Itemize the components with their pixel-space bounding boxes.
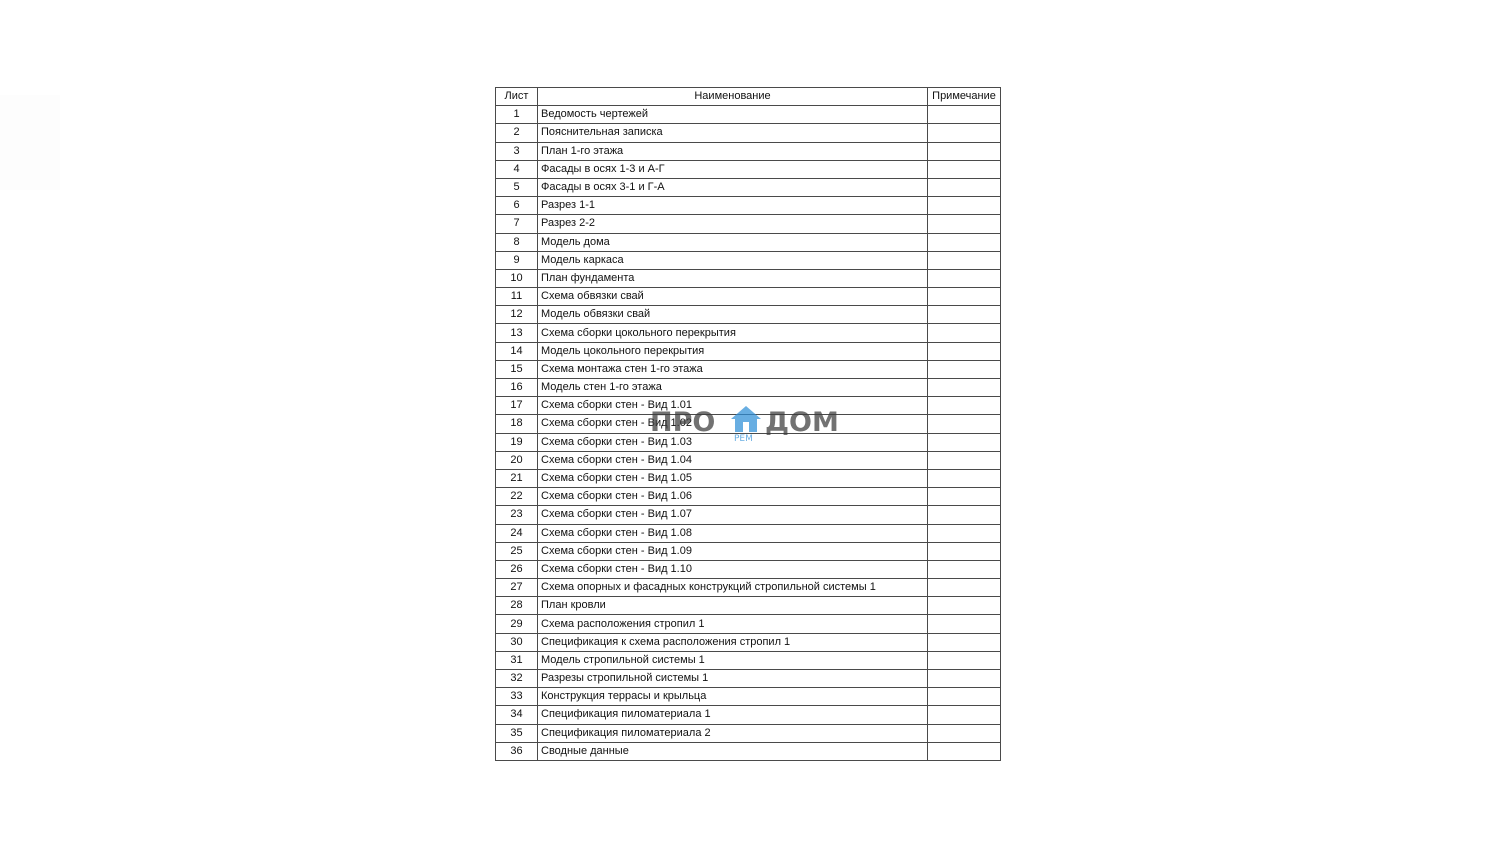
sheet-number-cell: 25: [496, 542, 538, 560]
sheet-number-cell: 27: [496, 579, 538, 597]
table-row: [496, 106, 1001, 124]
table-row: [496, 160, 1001, 178]
sheet-title-cell: Фасады в осях 3-1 и Г-А: [538, 178, 928, 196]
sheet-title-cell: План фундамента: [538, 269, 928, 287]
sheet-note-cell: [928, 579, 1001, 597]
sheet-note-cell: [928, 542, 1001, 560]
table-row: [496, 615, 1001, 633]
sheet-title-cell: Схема сборки стен - Вид 1.06: [538, 488, 928, 506]
sheet-note-cell: [928, 742, 1001, 760]
sheet-title-cell: Схема опорных и фасадных конструкций стропильной системы 1: [538, 579, 928, 597]
sheet-note-cell: [928, 706, 1001, 724]
sheet-note-cell: [928, 415, 1001, 433]
sheet-note-cell: [928, 724, 1001, 742]
sheet-title-cell: Схема обвязки свай: [538, 288, 928, 306]
sheet-title-cell: Модель дома: [538, 233, 928, 251]
table-row: [496, 597, 1001, 615]
sheet-title-cell: Схема сборки стен - Вид 1.05: [538, 469, 928, 487]
sheet-note-cell: [928, 306, 1001, 324]
table-row: [496, 415, 1001, 433]
table-row: [496, 524, 1001, 542]
sheet-title-cell: Разрезы стропильной системы 1: [538, 670, 928, 688]
table-row: [496, 215, 1001, 233]
sheet-number-cell: 10: [496, 269, 538, 287]
sheet-title-cell: Модель стен 1-го этажа: [538, 379, 928, 397]
sheet-note-cell: [928, 178, 1001, 196]
header-note: Примечание: [928, 88, 1001, 106]
table-row: [496, 651, 1001, 669]
table-row: [496, 324, 1001, 342]
sheet-note-cell: [928, 488, 1001, 506]
sheet-number-cell: 28: [496, 597, 538, 615]
table-row: [496, 579, 1001, 597]
table-row: [496, 233, 1001, 251]
sheet-note-cell: [928, 288, 1001, 306]
watermark-left-text: ПРО: [650, 407, 716, 438]
sheet-title-cell: Модель обвязки свай: [538, 306, 928, 324]
sheet-note-cell: [928, 342, 1001, 360]
table-row: [496, 251, 1001, 269]
sheet-number-cell: 36: [496, 742, 538, 760]
sheet-title-cell: Разрез 2-2: [538, 215, 928, 233]
sheet-number-cell: 34: [496, 706, 538, 724]
table-body: [496, 106, 1001, 761]
sheet-title-cell: Спецификация пиломатериала 2: [538, 724, 928, 742]
watermark-right-text: ДОМ: [765, 407, 839, 438]
sheet-number-cell: 9: [496, 251, 538, 269]
sheet-number-cell: 22: [496, 488, 538, 506]
table-row: [496, 142, 1001, 160]
sheet-number-cell: 8: [496, 233, 538, 251]
sheet-number-cell: 23: [496, 506, 538, 524]
sheet-note-cell: [928, 215, 1001, 233]
sheet-number-cell: 18: [496, 415, 538, 433]
sheet-note-cell: [928, 324, 1001, 342]
sheet-number-cell: 7: [496, 215, 538, 233]
sheet-note-cell: [928, 160, 1001, 178]
sheet-title-cell: Сводные данные: [538, 742, 928, 760]
sheet-number-cell: 32: [496, 670, 538, 688]
table-row: [496, 742, 1001, 760]
table-row: [496, 724, 1001, 742]
sheet-title-cell: Спецификация пиломатериала 1: [538, 706, 928, 724]
sheet-number-cell: 14: [496, 342, 538, 360]
sheet-note-cell: [928, 197, 1001, 215]
sheet-title-cell: Модель стропильной системы 1: [538, 651, 928, 669]
sheet-title-cell: Модель цокольного перекрытия: [538, 342, 928, 360]
sheet-note-cell: [928, 433, 1001, 451]
table-row: [496, 288, 1001, 306]
sheet-number-cell: 4: [496, 160, 538, 178]
sheet-note-cell: [928, 469, 1001, 487]
table-row: [496, 542, 1001, 560]
table-row: [496, 360, 1001, 378]
sheet-title-cell: Пояснительная записка: [538, 124, 928, 142]
sheet-title-cell: План кровли: [538, 597, 928, 615]
sheet-number-cell: 29: [496, 615, 538, 633]
sheet-number-cell: 30: [496, 633, 538, 651]
table-row: [496, 488, 1001, 506]
sheet-note-cell: [928, 233, 1001, 251]
sheet-number-cell: 16: [496, 379, 538, 397]
sheet-note-cell: [928, 615, 1001, 633]
sheet-number-cell: 11: [496, 288, 538, 306]
sheet-note-cell: [928, 524, 1001, 542]
sheet-note-cell: [928, 688, 1001, 706]
sheet-note-cell: [928, 360, 1001, 378]
sheet-title-cell: Схема сборки стен - Вид 1.09: [538, 542, 928, 560]
table-row: [496, 306, 1001, 324]
sheet-number-cell: 26: [496, 560, 538, 578]
sheet-number-cell: 20: [496, 451, 538, 469]
sheet-title-cell: Модель каркаса: [538, 251, 928, 269]
sheet-title-cell: Схема сборки стен - Вид 1.10: [538, 560, 928, 578]
sheet-title-cell: План 1-го этажа: [538, 142, 928, 160]
scan-artifact: [0, 95, 60, 190]
sheet-title-cell: Схема сборки стен - Вид 1.03: [538, 433, 928, 451]
sheet-number-cell: 6: [496, 197, 538, 215]
sheet-note-cell: [928, 397, 1001, 415]
sheet-number-cell: 21: [496, 469, 538, 487]
sheet-title-cell: Конструкция террасы и крыльца: [538, 688, 928, 706]
sheet-number-cell: 17: [496, 397, 538, 415]
sheet-title-cell: Ведомость чертежей: [538, 106, 928, 124]
sheet-title-cell: Схема сборки стен - Вид 1.08: [538, 524, 928, 542]
table-row: [496, 124, 1001, 142]
sheet-number-cell: 33: [496, 688, 538, 706]
sheet-title-cell: Разрез 1-1: [538, 197, 928, 215]
sheet-number-cell: 31: [496, 651, 538, 669]
sheet-title-cell: Схема сборки стен - Вид 1.07: [538, 506, 928, 524]
sheet-note-cell: [928, 651, 1001, 669]
sheet-title-cell: Схема монтажа стен 1-го этажа: [538, 360, 928, 378]
sheet-title-cell: Фасады в осях 1-3 и А-Г: [538, 160, 928, 178]
table-row: [496, 197, 1001, 215]
sheet-number-cell: 24: [496, 524, 538, 542]
sheet-title-cell: Схема сборки стен - Вид 1.01: [538, 397, 928, 415]
sheet-number-cell: 15: [496, 360, 538, 378]
sheet-note-cell: [928, 451, 1001, 469]
sheet-note-cell: [928, 269, 1001, 287]
table-row: [496, 379, 1001, 397]
sheet-note-cell: [928, 142, 1001, 160]
sheet-note-cell: [928, 106, 1001, 124]
header-sheet-number: Лист: [496, 88, 538, 106]
sheet-note-cell: [928, 633, 1001, 651]
table-row: [496, 633, 1001, 651]
sheet-title-cell: Схема сборки стен - Вид 1.02: [538, 415, 928, 433]
table-row: [496, 178, 1001, 196]
sheet-number-cell: 2: [496, 124, 538, 142]
sheet-number-cell: 12: [496, 306, 538, 324]
sheet-note-cell: [928, 379, 1001, 397]
sheet-title-cell: Спецификация к схема расположения стропил 1: [538, 633, 928, 651]
table-row: [496, 670, 1001, 688]
sheet-note-cell: [928, 560, 1001, 578]
header-title: Наименование: [538, 88, 928, 106]
table-row: [496, 706, 1001, 724]
sheet-number-cell: 3: [496, 142, 538, 160]
watermark-sub-text: РЕМ: [734, 434, 753, 444]
sheet-number-cell: 13: [496, 324, 538, 342]
sheet-number-cell: 1: [496, 106, 538, 124]
table-row: [496, 469, 1001, 487]
sheet-number-cell: 35: [496, 724, 538, 742]
sheet-title-cell: Схема сборки стен - Вид 1.04: [538, 451, 928, 469]
table-row: [496, 506, 1001, 524]
table-row: [496, 342, 1001, 360]
table-row: [496, 433, 1001, 451]
sheet-note-cell: [928, 124, 1001, 142]
table-header-row: [496, 88, 1001, 106]
table-row: [496, 560, 1001, 578]
table-row: [496, 451, 1001, 469]
sheet-note-cell: [928, 251, 1001, 269]
sheet-number-cell: 5: [496, 178, 538, 196]
drawings-register-table: [495, 87, 1001, 761]
table-row: [496, 397, 1001, 415]
sheet-note-cell: [928, 670, 1001, 688]
sheet-number-cell: 19: [496, 433, 538, 451]
sheet-note-cell: [928, 506, 1001, 524]
table-row: [496, 688, 1001, 706]
sheet-title-cell: Схема расположения стропил 1: [538, 615, 928, 633]
sheet-note-cell: [928, 597, 1001, 615]
table-row: [496, 269, 1001, 287]
sheet-title-cell: Схема сборки цокольного перекрытия: [538, 324, 928, 342]
